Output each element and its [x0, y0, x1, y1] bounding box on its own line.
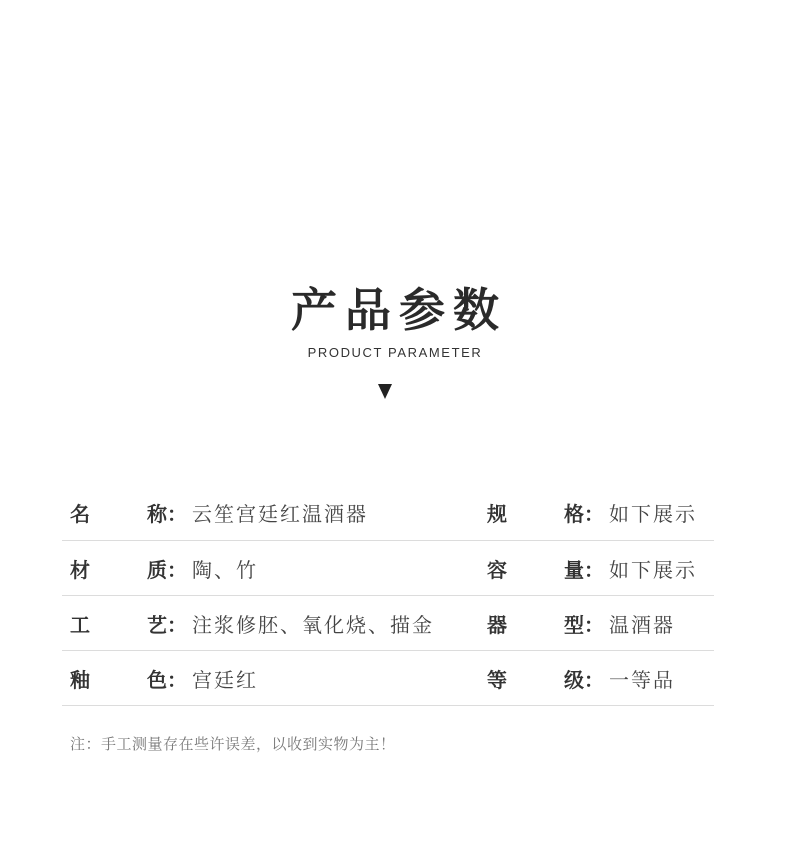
measurement-note: 注：手工测量存在些许误差，以收到实物为主！ — [70, 735, 396, 753]
param-label: 器 — [487, 612, 507, 637]
param-label: 质： — [147, 557, 187, 582]
param-label: 容 — [487, 557, 507, 582]
table-row — [62, 651, 714, 706]
param-label: 艺： — [147, 612, 187, 637]
param-value: 注浆修胚、氧化烧、描金 — [192, 612, 434, 637]
section-header — [0, 278, 790, 362]
arrow-down-icon — [378, 384, 392, 399]
section-title: 产品参数 — [291, 283, 507, 337]
param-label: 釉 — [70, 667, 90, 692]
param-label: 量： — [564, 557, 604, 582]
param-label: 型： — [564, 612, 604, 637]
param-label: 名 — [70, 501, 90, 526]
param-value: 陶、竹 — [192, 557, 258, 582]
param-value: 如下展示 — [609, 557, 697, 582]
param-label: 色： — [147, 667, 187, 692]
section-subtitle: PRODUCT PARAMETER — [307, 345, 483, 360]
table-row — [62, 484, 714, 541]
table-row — [62, 541, 714, 596]
param-label: 格： — [564, 501, 604, 526]
param-label: 等 — [487, 667, 507, 692]
param-label: 规 — [487, 501, 507, 526]
table-row — [62, 596, 714, 651]
param-label: 级： — [564, 667, 604, 692]
param-value: 温酒器 — [609, 612, 675, 637]
param-label: 称： — [147, 501, 187, 526]
param-label: 工 — [70, 612, 90, 637]
param-label: 材 — [70, 557, 90, 582]
param-value: 宫廷红 — [192, 667, 258, 692]
parameter-table — [62, 484, 714, 706]
param-value: 云笙宫廷红温酒器 — [192, 501, 368, 526]
param-value: 如下展示 — [609, 501, 697, 526]
param-value: 一等品 — [609, 667, 675, 692]
